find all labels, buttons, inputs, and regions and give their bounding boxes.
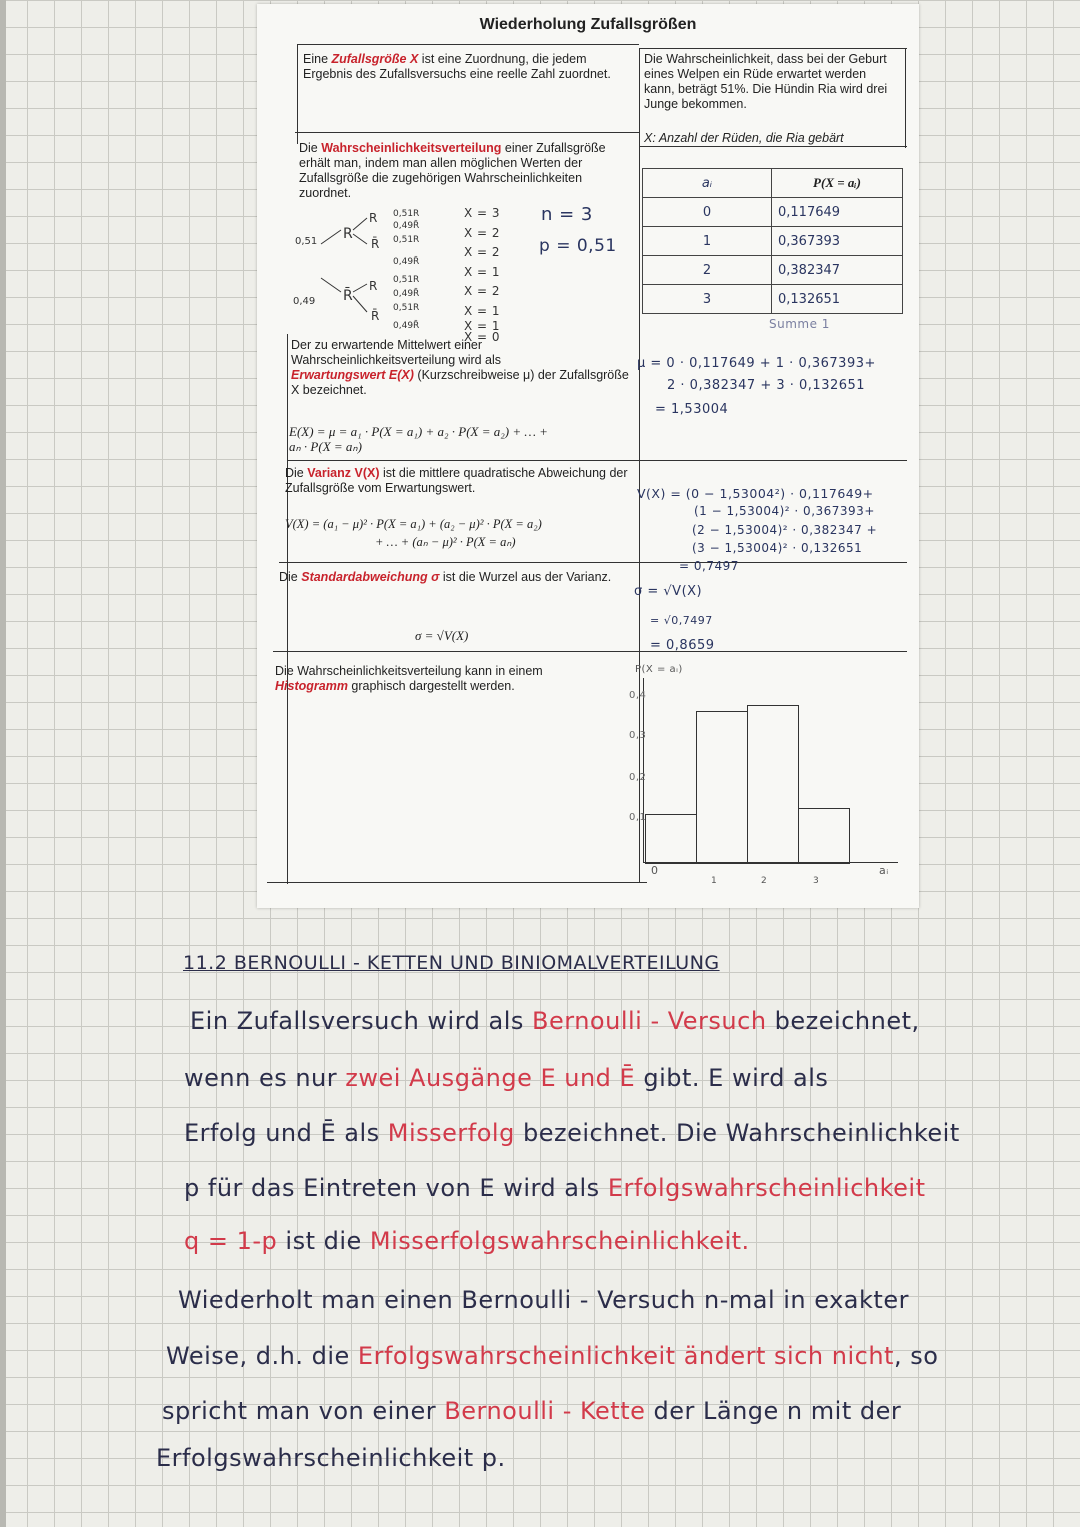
tree-p: p = 0,51 bbox=[539, 236, 617, 256]
highlight-ausgaenge: zwei Ausgänge E und Ē bbox=[345, 1064, 636, 1092]
frame-line bbox=[297, 44, 298, 144]
text-fragment: der Länge n mit der bbox=[645, 1397, 902, 1425]
table-cell-p: 0,117649 bbox=[772, 198, 903, 227]
text-fragment: , so bbox=[893, 1342, 939, 1370]
text-fragment: ist die bbox=[277, 1227, 370, 1255]
text-fragment: bezeichnet, bbox=[766, 1007, 920, 1035]
histogram-x-tick: 1 bbox=[711, 876, 718, 886]
highlight-q: q = 1-p bbox=[184, 1227, 278, 1255]
frame-line bbox=[287, 334, 288, 884]
printed-sheet bbox=[257, 4, 919, 908]
frame-line bbox=[905, 48, 906, 148]
calc-erwartung-2: 2 · 0,382347 + 3 · 0,132651 bbox=[667, 378, 866, 393]
histogram-bar bbox=[747, 705, 799, 864]
frame-line bbox=[279, 562, 907, 563]
table-row bbox=[643, 285, 903, 314]
notes-line bbox=[184, 1174, 925, 1202]
svg-text:0,49R̄: 0,49R̄ bbox=[393, 321, 420, 331]
text-fragment: Erfolg und Ē als bbox=[184, 1119, 388, 1147]
svg-text:R: R bbox=[343, 226, 353, 242]
table-cell-a: 3 bbox=[643, 285, 772, 314]
notes-line bbox=[166, 1342, 938, 1370]
highlight-misserfolgswahrscheinlichkeit: Misserfolgswahrscheinlichkeit. bbox=[369, 1227, 750, 1255]
svg-text:0,49R̄: 0,49R̄ bbox=[393, 221, 420, 231]
text-fragment: ist eine Zuordnung, die jedem Ergebnis des Zufallsversuchs eine reelle Zahl zuordnet. bbox=[303, 52, 611, 81]
table-cell-p: 0,367393 bbox=[772, 227, 903, 256]
highlight-misserfolg: Misserfolg bbox=[387, 1119, 515, 1147]
example-text: Die Wahrscheinlichkeit, dass bei der Geburt eines Welpen ein Rüde erwartet werden kann, beträgt 51%. Die Hündin Ria wird drei Junge bekommen. bbox=[644, 52, 888, 111]
definition-erwartung bbox=[291, 338, 636, 398]
text-fragment: Eine bbox=[303, 52, 332, 66]
notebook-margin bbox=[0, 0, 6, 1527]
histogram-y-tick: 0,1 bbox=[629, 812, 647, 823]
notes-line bbox=[184, 1064, 828, 1092]
x-value: X = 2 bbox=[464, 245, 501, 259]
table-row bbox=[643, 198, 903, 227]
svg-text:R: R bbox=[369, 211, 378, 225]
table-cell-a: 1 bbox=[643, 227, 772, 256]
calc-std-3: = 0,8659 bbox=[650, 638, 715, 653]
notes-line bbox=[184, 1227, 750, 1255]
text-fragment: ist die Wurzel aus der Varianz. bbox=[439, 570, 612, 584]
histogram-x-tick: 2 bbox=[761, 876, 768, 886]
tree-prob-label: 0,51 bbox=[295, 236, 318, 247]
svg-text:R̄: R̄ bbox=[371, 309, 380, 323]
svg-text:R̄: R̄ bbox=[343, 288, 353, 304]
tree-branch bbox=[353, 284, 367, 292]
text-fragment: Weise, d.h. die bbox=[166, 1342, 358, 1370]
definition-zufallsgroesse bbox=[303, 52, 633, 82]
tree-x-values bbox=[464, 204, 500, 343]
calc-std-1: σ = √V(X) bbox=[634, 584, 703, 599]
frame-line bbox=[273, 651, 907, 652]
tree-branch bbox=[353, 234, 367, 244]
frame-line bbox=[639, 48, 907, 49]
histogram-bar bbox=[798, 808, 850, 864]
histogram-x-tick: 0 bbox=[651, 864, 659, 877]
calc-varianz-3: (2 − 1,53004)² · 0,382347 + bbox=[692, 523, 878, 537]
tree-prob-label: 0,49 bbox=[293, 296, 316, 307]
highlight-bernoulli-versuch: Bernoulli - Versuch bbox=[532, 1007, 767, 1035]
histogram-x-tick: 3 bbox=[813, 876, 820, 886]
table-header-p: P(X = aᵢ) bbox=[772, 169, 903, 198]
calc-varianz-1: V(X) = (0 − 1,53004²) · 0,117649+ bbox=[637, 486, 874, 501]
histogram-y-tick: 0,3 bbox=[629, 730, 647, 741]
tree-n: n = 3 bbox=[541, 204, 593, 225]
definition-histogramm bbox=[275, 664, 615, 694]
histogram-y-label: P(X = aᵢ) bbox=[635, 664, 683, 675]
formula-varianz-2: + … + (aₙ − μ)² · P(X = aₙ) bbox=[375, 535, 516, 549]
table-cell-a: 0 bbox=[643, 198, 772, 227]
highlight-erfolg-aendert-nicht: Erfolgswahrscheinlichkeit ändert sich nicht bbox=[357, 1342, 894, 1370]
calc-std-2: = √0,7497 bbox=[650, 614, 713, 627]
histogram-y-tick: 0,4 bbox=[629, 690, 647, 701]
text-fragment: wenn es nur bbox=[184, 1064, 346, 1092]
distribution-table bbox=[642, 168, 903, 314]
svg-text:R: R bbox=[369, 279, 378, 293]
text-fragment: einer Zufallsgröße erhält man, indem man allen möglichen Werten der Zufallsgröße die zugehörigen Wahrscheinlichkeiten zuordnet. bbox=[299, 141, 606, 200]
text-fragment: gibt. E wird als bbox=[635, 1064, 829, 1092]
svg-text:0,51R: 0,51R bbox=[393, 275, 420, 285]
svg-text:0,49R̄: 0,49R̄ bbox=[393, 257, 420, 267]
svg-text:0,51R: 0,51R bbox=[393, 209, 420, 219]
formula-erwartung-1: E(X) = μ = a₁ · P(X = a₁) + a₂ · P(X = a₂) + … + bbox=[289, 424, 548, 439]
histogram-bar bbox=[696, 711, 748, 864]
text-fragment: Ein Zufallsversuch wird als bbox=[190, 1007, 533, 1035]
table-row bbox=[643, 227, 903, 256]
tree-branch bbox=[321, 278, 341, 292]
notes-line bbox=[190, 1007, 920, 1035]
highlight-bernoulli-kette: Bernoulli - Kette bbox=[444, 1397, 646, 1425]
calc-erwartung-1: μ = 0 · 0,117649 + 1 · 0,367393+ bbox=[637, 356, 876, 371]
sheet-title: Wiederholung Zufallsgrößen bbox=[479, 16, 697, 33]
definition-std bbox=[279, 570, 639, 585]
frame-line bbox=[297, 44, 639, 45]
term-verteilung: Wahrscheinlichkeitsverteilung bbox=[321, 141, 502, 155]
term-std: Standardabweichung σ bbox=[301, 570, 440, 584]
calc-erwartung-3: = 1,53004 bbox=[655, 402, 729, 417]
formula-erwartung-2: aₙ · P(X = aₙ) bbox=[289, 439, 362, 454]
table-cell-p: 0,132651 bbox=[772, 285, 903, 314]
x-value: X = 0 bbox=[464, 330, 501, 344]
histogram-x-label: aᵢ bbox=[879, 864, 889, 877]
tree-branch bbox=[321, 230, 341, 244]
calc-varianz-4: (3 − 1,53004)² · 0,132651 bbox=[692, 541, 863, 555]
tree-branch bbox=[353, 296, 367, 312]
calc-varianz-2: (1 − 1,53004)² · 0,367393+ bbox=[694, 504, 875, 518]
frame-line bbox=[267, 882, 647, 883]
text-fragment: Die bbox=[299, 141, 322, 155]
x-value: X = 2 bbox=[464, 284, 501, 298]
text-fragment: Die bbox=[285, 466, 308, 480]
text-fragment: p für das Eintreten von E wird als bbox=[184, 1174, 608, 1202]
text-fragment: graphisch dargestellt werden. bbox=[347, 679, 515, 693]
term-erwartung: Erwartungswert E(X) bbox=[291, 368, 414, 382]
x-value: X = 3 bbox=[464, 206, 501, 220]
text-fragment: Die Wahrscheinlichkeitsverteilung kann in einem bbox=[275, 664, 543, 678]
table-row bbox=[643, 256, 903, 285]
example-variable: X: Anzahl der Rüden, die Ria gebärt bbox=[644, 131, 844, 145]
text-fragment: bezeichnet. Die Wahrscheinlichkeit bbox=[514, 1119, 960, 1147]
formula-std: σ = √V(X) bbox=[415, 628, 469, 643]
x-value: X = 2 bbox=[464, 225, 501, 240]
x-value: X = 1 bbox=[464, 303, 501, 318]
table-header-row bbox=[643, 169, 903, 198]
formula-varianz-1: V(X) = (a₁ − μ)² · P(X = a₁) + (a₂ − μ)² · P(X = a₂) bbox=[285, 517, 542, 531]
histogram-y-axis bbox=[643, 678, 644, 862]
text-fragment: ist die mittlere quadratische Abweichung der Zufallsgröße vom Erwartungswert. bbox=[285, 466, 628, 495]
definition-verteilung bbox=[299, 141, 634, 201]
frame-line bbox=[295, 132, 639, 133]
table-sum: Summe 1 bbox=[769, 317, 830, 331]
highlight-erfolgswahrscheinlichkeit: Erfolgswahrscheinlichkeit bbox=[607, 1174, 926, 1202]
notes-line bbox=[162, 1397, 901, 1425]
notes-line: Erfolgswahrscheinlichkeit p. bbox=[156, 1444, 506, 1472]
x-value: X = 1 bbox=[464, 264, 501, 279]
text-fragment: Die bbox=[279, 570, 302, 584]
histogram-y-tick: 0,2 bbox=[629, 772, 647, 783]
x-value: X = 1 bbox=[464, 319, 501, 333]
histogram-bar bbox=[645, 814, 697, 864]
definition-varianz bbox=[285, 466, 635, 496]
svg-text:0,49R̄: 0,49R̄ bbox=[393, 289, 420, 299]
text-fragment: spricht man von einer bbox=[162, 1397, 445, 1425]
notes-line bbox=[184, 1119, 960, 1147]
frame-line bbox=[287, 460, 907, 461]
term-histogramm: Histogramm bbox=[275, 679, 348, 693]
table-cell-a: 2 bbox=[643, 256, 772, 285]
histogram-chart bbox=[629, 664, 909, 894]
table-header-a: aᵢ bbox=[643, 169, 772, 198]
table-cell-p: 0,382347 bbox=[772, 256, 903, 285]
tree-branch bbox=[353, 218, 367, 230]
notes-line: Wiederholt man einen Bernoulli - Versuch n-mal in exakter bbox=[178, 1286, 909, 1314]
notes-heading: 11.2 BERNOULLI - KETTEN UND BINIOMALVERTEILUNG bbox=[183, 952, 720, 974]
calc-varianz-5: = 0,7497 bbox=[679, 559, 739, 573]
text-fragment: (Kurzschreibweise μ) der Zufallsgröße X bezeichnet. bbox=[291, 368, 629, 397]
term-varianz: Varianz V(X) bbox=[307, 466, 380, 480]
svg-text:0,51R: 0,51R bbox=[393, 235, 420, 245]
term-zufallsgroesse: Zufallsgröße X bbox=[331, 52, 419, 66]
svg-text:0,51R: 0,51R bbox=[393, 303, 420, 313]
text-fragment: Der zu erwartende Mittelwert einer Wahrscheinlichkeitsverteilung wird als bbox=[291, 338, 502, 367]
frame-line bbox=[639, 146, 907, 147]
svg-text:R̄: R̄ bbox=[371, 237, 380, 251]
